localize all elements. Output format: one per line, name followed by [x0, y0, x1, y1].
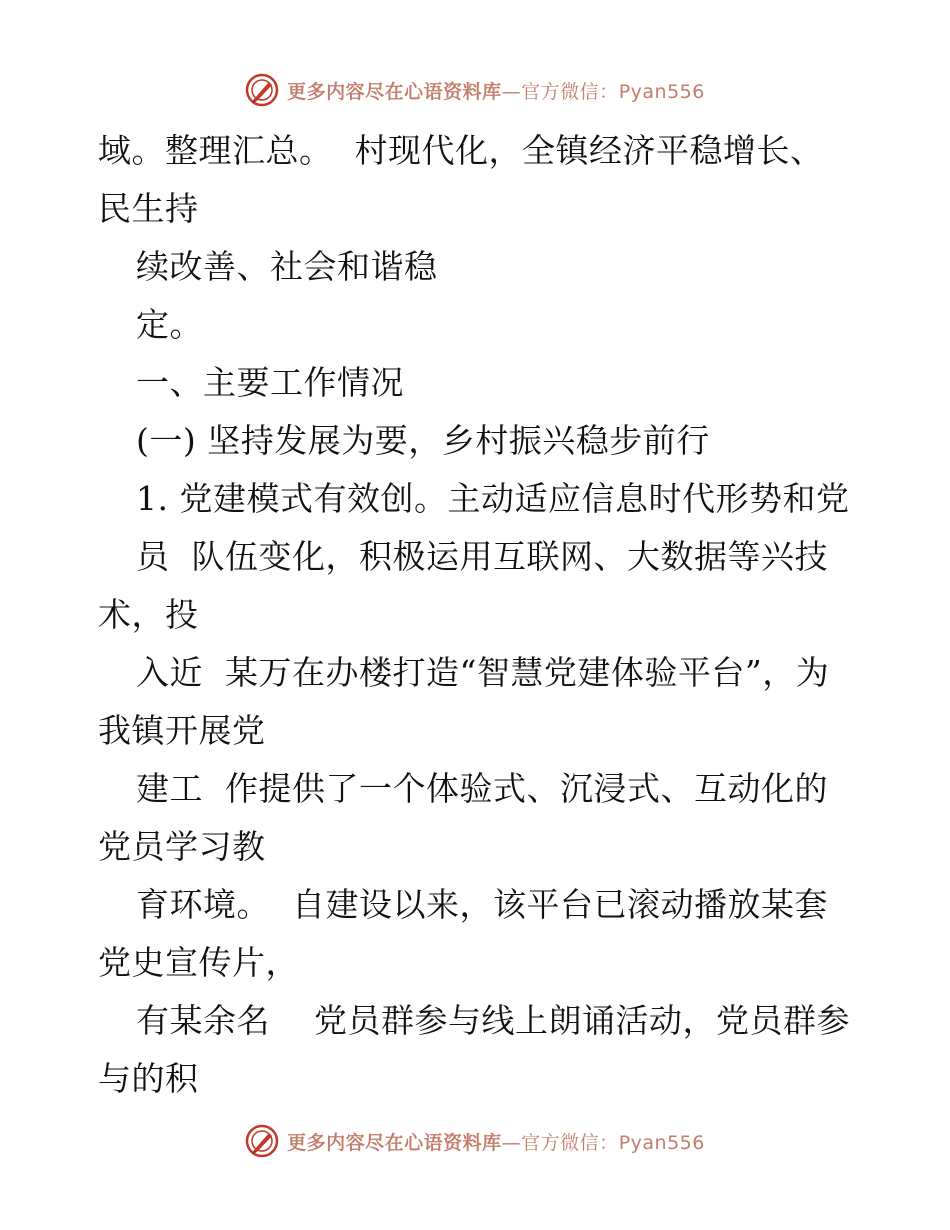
watermark-wechat-id: Pyan556: [618, 80, 705, 103]
text-line: 域。整理汇总。 村现代化，全镇经济平稳增长、: [98, 131, 824, 170]
text-line: 育环境。 自建设以来，该平台已滚动播放某套: [136, 885, 828, 924]
text-line: 1. 党建模式有效创。主动适应信息时代形势和党: [136, 479, 850, 518]
footer-watermark: [0, 1121, 950, 1161]
text-line: 有某余名 党员群参与线上朗诵活动，党员群参: [136, 1001, 850, 1040]
watermark-wechat-id: Pyan556: [618, 1131, 705, 1154]
text-line: 员 队伍变化，积极运用互联网、大数据等兴技: [136, 537, 828, 576]
text-line: 建工 作提供了一个体验式、沉浸式、互动化的: [136, 769, 828, 808]
pen-logo-icon: [245, 73, 279, 107]
watermark-text: [287, 1128, 705, 1155]
watermark-text: [287, 77, 705, 104]
text-line: 党史宣传片，: [98, 943, 299, 982]
watermark-separator: —: [501, 1131, 522, 1154]
watermark-wechat-label: 官方微信：: [521, 80, 619, 103]
watermark-wechat-label: 官方微信：: [521, 1131, 619, 1154]
watermark-main-text: 更多内容尽在心语资料库: [287, 1131, 502, 1154]
header-watermark: [0, 70, 950, 110]
section-heading: 一、主要工作情况: [136, 363, 404, 402]
text-line: 党员学习教: [98, 827, 266, 866]
watermark-main-text: 更多内容尽在心语资料库: [287, 80, 502, 103]
text-line: 入近 某万在办楼打造“智慧党建体验平台”，为: [136, 653, 830, 692]
text-line: 民生持: [98, 189, 199, 228]
pen-logo-icon: [245, 1124, 279, 1158]
text-line: 续改善、社会和谐稳: [136, 247, 438, 286]
text-line: 我镇开展党: [98, 711, 266, 750]
subsection-heading: (一) 坚持发展为要，乡村振兴稳步前行: [136, 421, 710, 460]
text-line: 术，投: [98, 595, 199, 634]
watermark-separator: —: [501, 80, 522, 103]
text-line: 与的积: [98, 1059, 199, 1098]
text-line: 定。: [136, 305, 203, 344]
